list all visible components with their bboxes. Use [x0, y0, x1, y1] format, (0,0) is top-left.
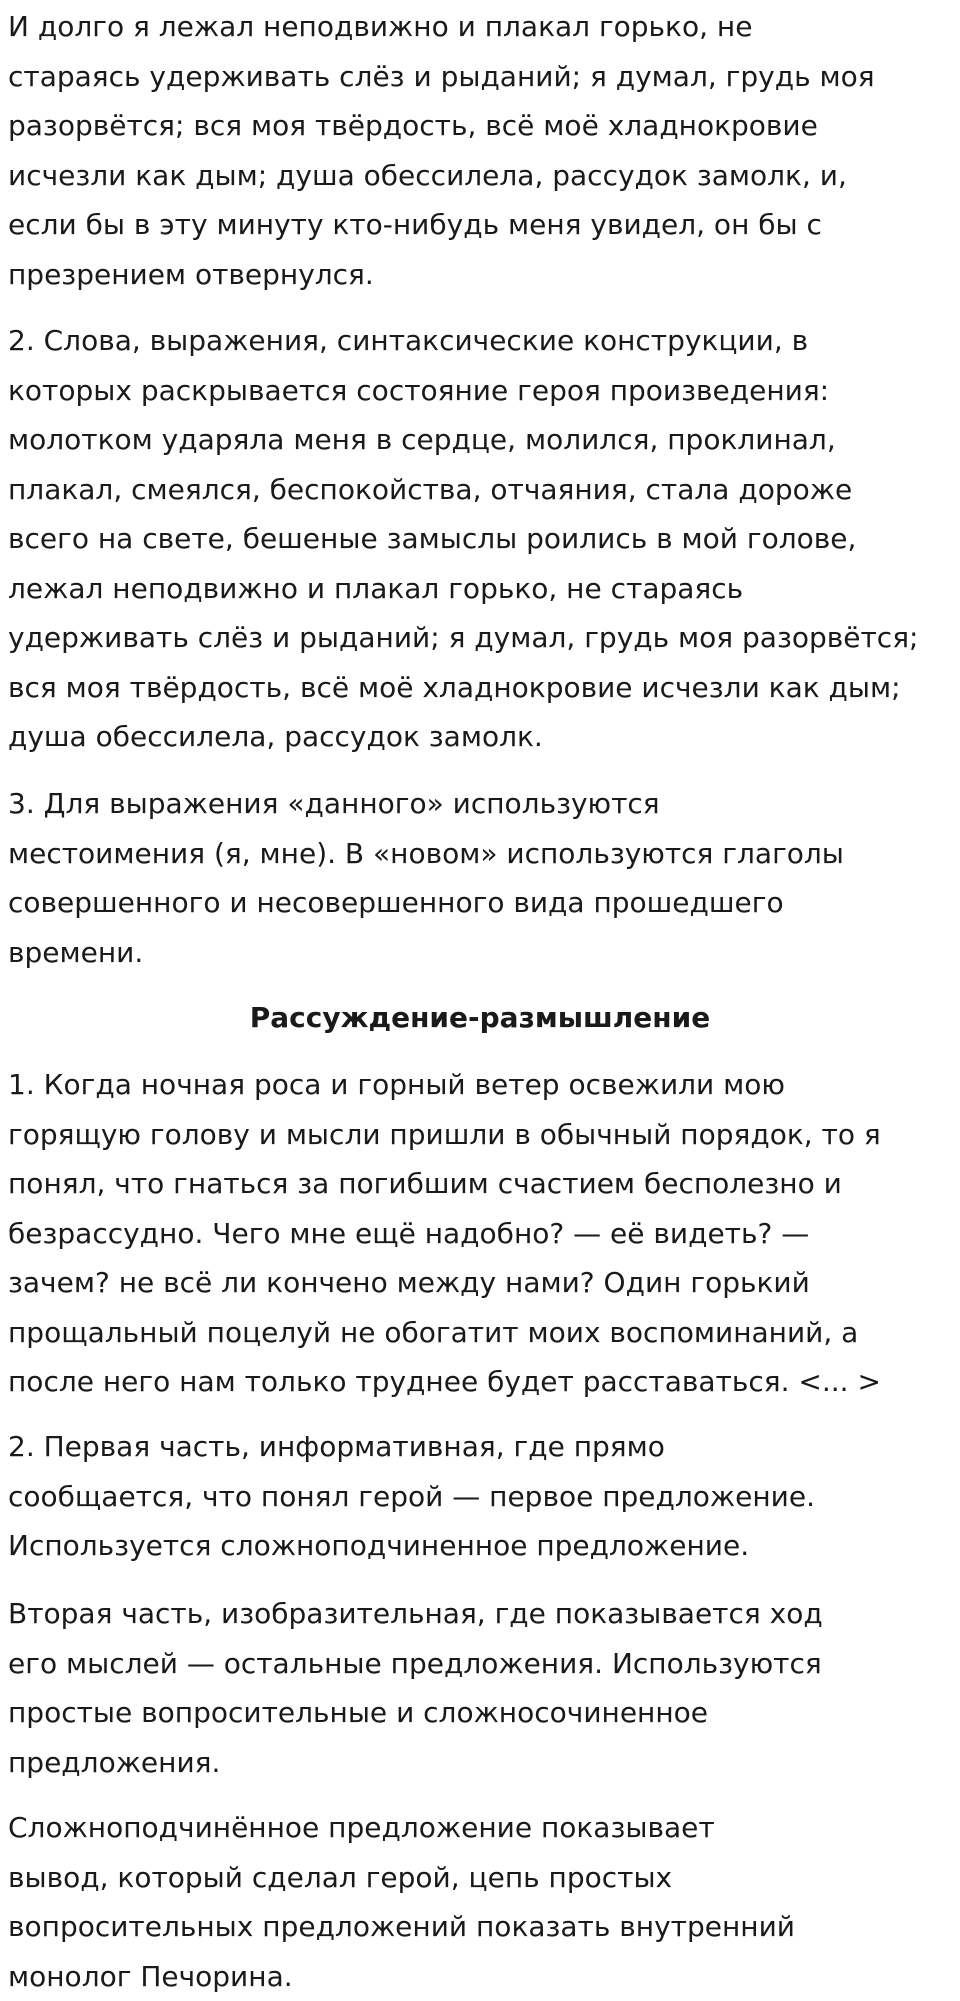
paragraph-conclusion: Сложноподчинённое предложение показывает вывод, который сделал герой, цепь простых вопросительных предложений показать внутренний монолог Печорина. [8, 1811, 795, 1993]
paragraph-point-2: 2. Слова, выражения, синтаксические конструкции, в которых раскрывается состояние героя произведения: молотком ударяла меня в сердце, молился, проклинал, плакал, смеялся, беспокойства, отчаяния, стала дороже всего на свете, бешеные замыслы роились в мой голове, лежал неподвижно и плакал горько, не стараясь удерживать слёз и рыданий; я думал, грудь моя разорвётся; вся моя твёрдость, всё моё хладнокровие исчезли как дым; душа обессилела, рассудок замолк. [8, 324, 919, 753]
section-heading: Рассуждение-размышление [249, 1001, 711, 1034]
paragraph-excerpt-1: 1. Когда ночная роса и горный ветер освежили мою горящую голову и мысли пришли в обычный порядок, то я понял, что гнаться за погибшим счастием бесполезно и безрассудно. Чего мне ещё надобно? — её видеть? — зачем? не всё ли кончено между нами? Один горький прощальный поцелуй не обогатит моих воспоминаний, а после него нам только труднее будет расставаться. <... > [8, 1068, 881, 1398]
paragraph-continuation: И долго я лежал неподвижно и плакал горько, не стараясь удерживать слёз и рыданий; я думал, грудь моя разорвётся; вся моя твёрдость, всё моё хладнокровие исчезли как дым; душа обессилела, рассудок замолк, и, если бы в эту минуту кто-нибудь меня увидел, он бы с презрением отвернулся. [8, 10, 875, 291]
paragraph-first-part: 2. Первая часть, информативная, где прямо сообщается, что понял герой — первое предложение. Используется сложноподчиненное предложение. [8, 1430, 815, 1562]
paragraph-second-part: Вторая часть, изобразительная, где показывается ход его мыслей — остальные предложения. Используются простые вопросительные и сложносочиненное предложения. [8, 1597, 823, 1779]
paragraph-point-3: 3. Для выражения «данного» используются местоимения (я, мне). В «новом» используются глаголы совершенного и несовершенного вида прошедшего времени. [8, 787, 844, 969]
